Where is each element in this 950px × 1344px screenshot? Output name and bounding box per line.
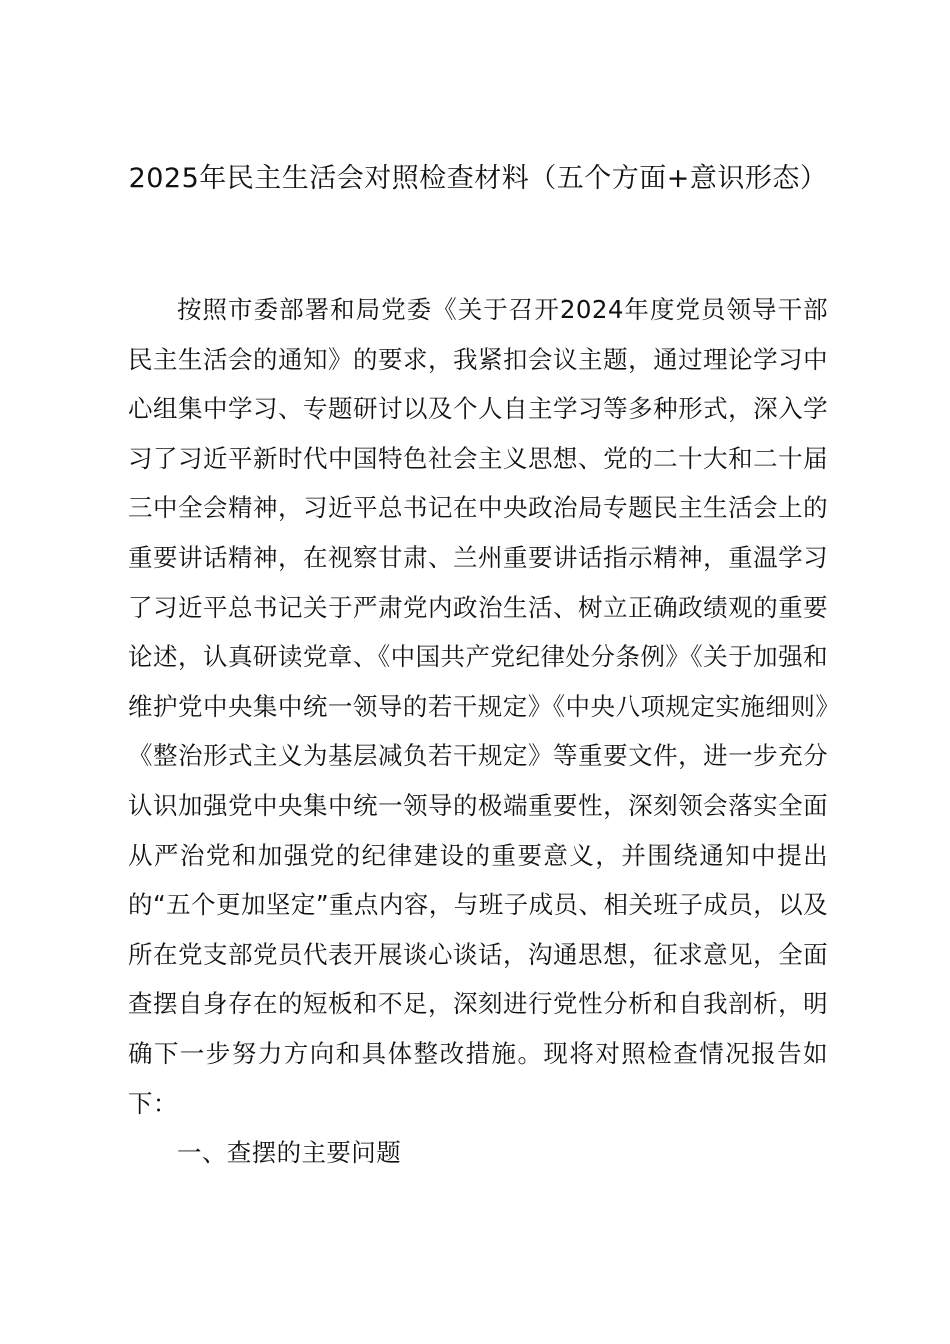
document-title: 2025年民主生活会对照检查材料（五个方面+意识形态）	[128, 163, 828, 194]
section-heading-problems: 一、查摆的主要问题	[177, 1138, 402, 1167]
intro-paragraph: 按照市委部署和局党委《关于召开2024年度党员领导干部民主生活会的通知》的要求，我紧扣会议主题，通过理论学习中心组集中学习、专题研讨以及个人自主学习等多种形式，深入学习了习近平新时代中国特色社会主义思想、党的二十大和二十届三中全会精神，习近平总书记在中央政治局专题民主生活会上的重要讲话精神，在视察甘肃、兰州重要讲话指示精神，重温学习了习近平总书记关于严肃党内政治生活、树立正确政绩观的重要论述，认真研读党章、《中国共产党纪律处分条例》《关于加强和维护党中央集中统一领导的若干规定》《中央八项规定实施细则》《整治形式主义为基层减负若干规定》等重要文件，进一步充分认识加强党中央集中统一领导的极端重要性，深刻领会落实全面从严治党和加强党的纪律建设的重要意义，并围绕通知中提出的“五个更加坚定”重点内容，与班子成员、相关班子成员，以及所在党支部党员代表开展谈心谈话，沟通思想，征求意见，全面查摆自身存在的短板和不足，深刻进行党性分析和自我剖析，明确下一步努力方向和具体整改措施。现将对照检查情况报告如下：	[128, 295, 828, 1118]
